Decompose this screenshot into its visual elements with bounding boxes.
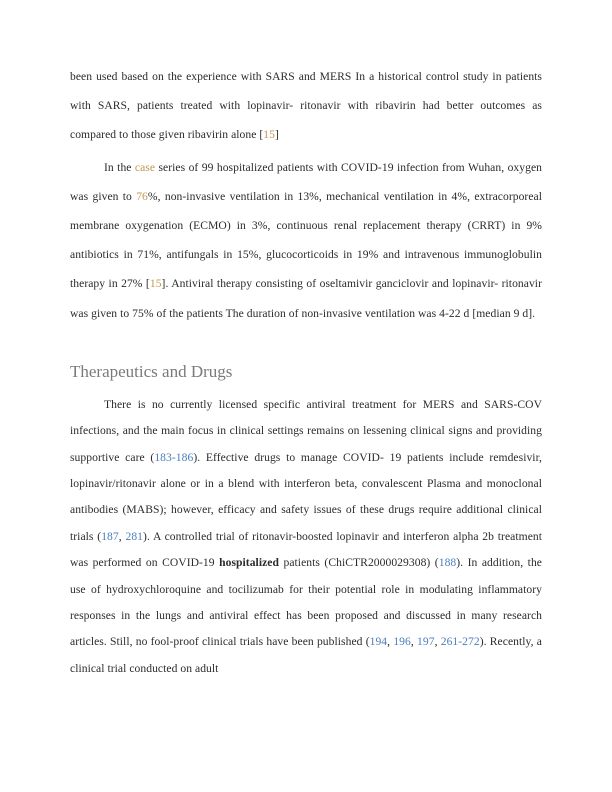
- citation-reference[interactable]: 197: [417, 635, 435, 649]
- paragraph: been used based on the experience with SARS and MERS In a historical control study in patients with SARS, patients treated with lopinavir- ritonavir with ribavirin had better outcomes as compared to those given ribavirin alone [15]: [70, 70, 542, 142]
- paragraph-block-2: [70, 153, 542, 328]
- citation-reference[interactable]: 194: [369, 635, 388, 649]
- paragraph: There is no currently licensed specific antiviral treatment for MERS and SARS-COV infections, and the main focus in clinical settings remains on lessening clinical signs and providing supportive care (183-186). Effective drugs to manage COVID- 19 patients include remdesivir, lopinavir/ritonavir alone or in a blend with interferon beta, convalescent Plasma and monoclonal antibodies (MABS); however, efficacy and safety issues of these drugs require additional clinical trials (187, 281). A controlled trial of ritonavir-boosted lopinavir and interferon alpha 2b treatment was performed on COVID-19 hospitalized patients (ChiCTR2000029308) (188). In addition, the use of hydroxychloroquine and tocilizumab for their potential role in modulating inflammatory responses in the lungs and antiviral effect has been proposed and discussed in many research articles. Still, no fool-proof clinical trials have been published (194, 196, 197, 261-272). Recently, a clinical trial conducted on adult: [70, 397, 543, 675]
- citation-reference[interactable]: 15: [263, 128, 275, 142]
- citation-reference[interactable]: 76: [136, 189, 148, 203]
- emphasis-text: hospitalized: [219, 556, 279, 570]
- citation-reference[interactable]: 183-186: [154, 450, 194, 464]
- section-heading: Therapeutics and Drugs: [70, 361, 233, 381]
- paragraph: In the case series of 99 hospitalized patients with COVID-19 infection from Wuhan, oxygen was given to 76%, non-invasive ventilation in 13%, mechanical ventilation in 4%, extracorporeal membrane oxygenation (ECMO) in 3%, continuous renal replacement therapy (CRRT) in 9% antibiotics in 71%, antifungals in 15%, glucocorticoids in 19% and intravenous immunoglobulin therapy in 27% [15]. Antiviral therapy consisting of oseltamivir ganciclovir and lopinavir- ritonavir was given to 75% of the patients The duration of non-invasive ventilation was 4-22 d [median 9 d].: [70, 160, 543, 320]
- section-heading-wrap: [70, 360, 542, 384]
- citation-reference[interactable]: 15: [149, 277, 162, 291]
- citation-reference[interactable]: 188: [438, 556, 457, 570]
- paragraph-block-1: [70, 62, 542, 150]
- citation-reference[interactable]: 281: [125, 529, 144, 543]
- page-content: [70, 62, 542, 682]
- citation-reference[interactable]: 261-272: [440, 635, 480, 649]
- paragraph-block-3: [70, 392, 542, 682]
- citation-reference[interactable]: 196: [393, 635, 411, 649]
- citation-reference[interactable]: case: [134, 160, 156, 174]
- citation-reference[interactable]: 187: [101, 529, 119, 543]
